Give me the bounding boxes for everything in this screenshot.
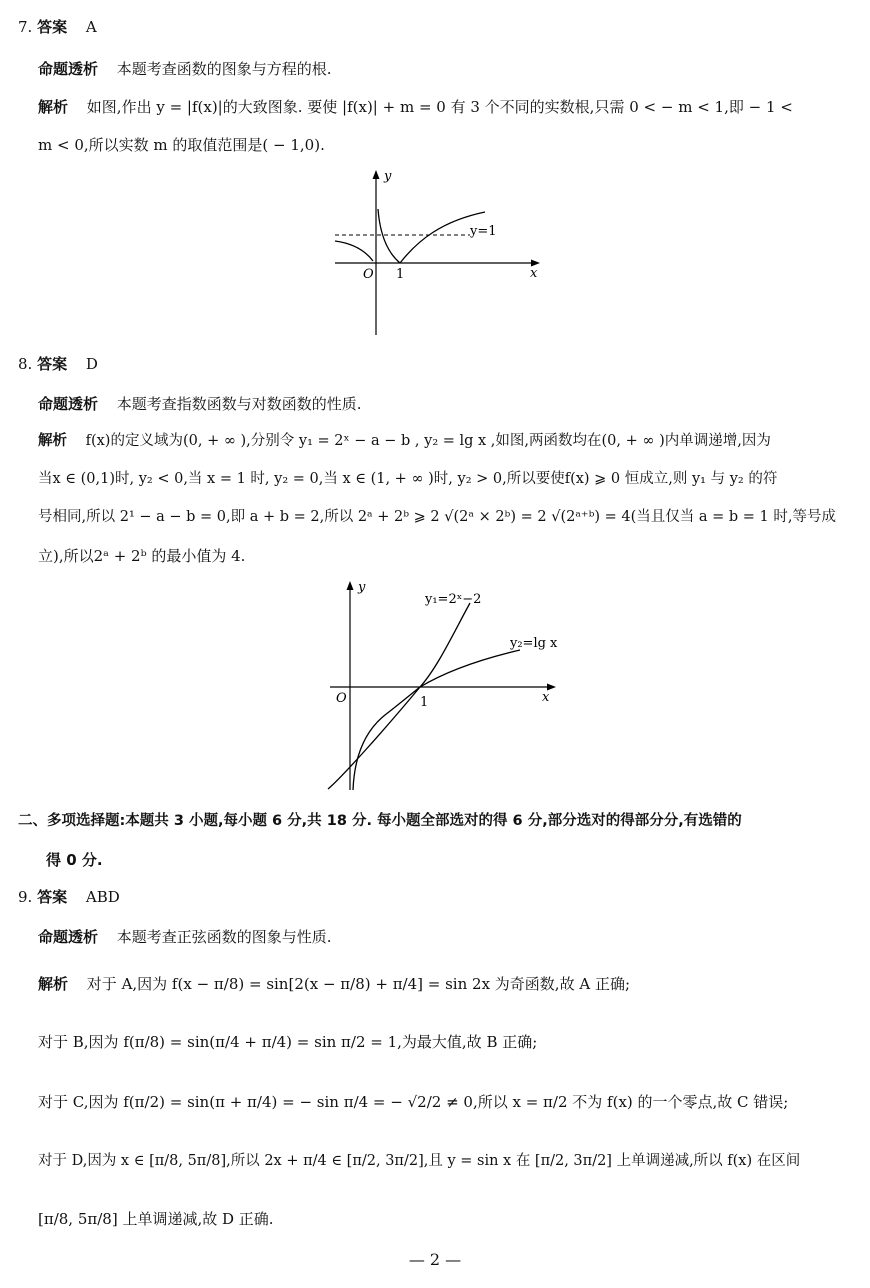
q9-analysis-d2: [π/8, 5π/8] 上单调递减,故 D 正确. [38, 1210, 274, 1228]
q7-answer: A [85, 18, 97, 36]
q9-header [18, 888, 120, 906]
q7-graph-tick-one: 1 [396, 267, 405, 282]
q8-insight-label: 命题透析 [38, 395, 99, 413]
q8-graph-x-label: x [542, 690, 550, 705]
q9-number: 9. [18, 888, 33, 906]
q7-header [18, 18, 97, 36]
q7-answer-label: 答案 [37, 18, 68, 36]
q9-insight-label: 命题透析 [38, 928, 99, 946]
q8-graph-tick-one: 1 [420, 695, 429, 710]
q8-graph-curve1-label: y₁=2ˣ−2 [425, 592, 482, 607]
q7-insight-label: 命题透析 [38, 60, 99, 78]
q8-answer-label: 答案 [37, 355, 68, 373]
page-number: — 2 — [408, 1250, 462, 1269]
q8-graph-origin: O [336, 691, 347, 706]
q8-analysis-label: 解析 [38, 433, 67, 449]
q7-graph-x-label: x [530, 266, 538, 281]
q8-analysis-line3: 号相同,所以 2¹ − a − b = 0,即 a + b = 2,所以 2ᵃ + 2ᵇ ⩾ 2 √(2ᵃ × 2ᵇ) = 2 √(2ᵃ⁺ᵇ) = 4(当且仅当 a = b = 1 时,等号成 [38, 509, 837, 525]
q9-analysis-b: 对于 B,因为 f(π/8) = sin(π/4 + π/4) = sin π/2 = 1,为最大值,故 B 正确; [38, 1033, 538, 1051]
q8-analysis-line4: 立),所以2ᵃ + 2ᵇ 的最小值为 4. [38, 547, 246, 565]
q7-number: 7. [18, 18, 33, 36]
q7-analysis-text1: 如图,作出 y = |f(x)|的大致图象. 要使 |f(x)| + m = 0 有 3 个不同的实数根,只需 0 < − m < 1,即 − 1 < [86, 98, 793, 116]
q7-graph-y-label: y [384, 169, 392, 184]
section2-title: 二、多项选择题:本题共 3 小题,每小题 6 分,共 18 分. 每小题全部选对的得 6 分,部分选对的得部分分,有选错的 [18, 813, 742, 829]
q8-header [18, 355, 98, 373]
q8-insight-text: 本题考查指数函数与对数函数的性质. [116, 395, 362, 413]
q9-line-a: 对于 A,因为 f(x − π/8) = sin[2(x − π/8) + π/4] = sin 2x 为奇函数,故 A 正确; [86, 975, 630, 993]
q7-graph-dashed-label: y=1 [470, 224, 497, 239]
q8-answer: D [85, 355, 98, 373]
q9-insight-text: 本题考查正弦函数的图象与性质. [116, 928, 332, 946]
q9-answer: ABD [85, 888, 120, 906]
q8-graph [320, 575, 570, 795]
q9-answer-label: 答案 [37, 888, 68, 906]
q7-analysis-line2: m < 0,所以实数 m 的取值范围是( − 1,0). [38, 136, 325, 154]
section2-title-cont: 得 0 分. [46, 851, 103, 869]
q8-analysis-line2: 当x ∈ (0,1)时, y₂ < 0,当 x = 1 时, y₂ = 0,当 x ∈ (1, + ∞ )时, y₂ > 0,所以要使f(x) ⩾ 0 恒成立,则 y₁ 与 y₂ 的符 [38, 471, 778, 487]
q7-graph [330, 165, 555, 340]
q9-analysis-a [38, 975, 630, 993]
q8-graph-y-label: y [358, 580, 366, 595]
q8-number: 8. [18, 355, 33, 373]
q7-graph-origin: O [363, 267, 374, 282]
q7-insight [38, 60, 332, 78]
q8-graph-curve2-label: y₂=lg x [510, 636, 558, 651]
q8-analysis-line1 [38, 433, 771, 450]
q8-insight [38, 395, 362, 413]
q7-analysis-label: 解析 [38, 98, 69, 116]
q9-analysis-d1: 对于 D,因为 x ∈ [π/8, 5π/8],所以 2x + π/4 ∈ [π/2, 3π/2],且 y = sin x 在 [π/2, 3π/2] 上单调递减,所以 f(x) 在区间 [38, 1153, 801, 1169]
q9-analysis-label: 解析 [38, 975, 69, 993]
q7-insight-text: 本题考查函数的图象与方程的根. [116, 60, 332, 78]
q9-analysis-c: 对于 C,因为 f(π/2) = sin(π + π/4) = − sin π/4 = − √2/2 ≠ 0,所以 x = π/2 不为 f(x) 的一个零点,故 C 错误; [38, 1093, 789, 1111]
q7-analysis-line1 [38, 98, 793, 116]
q8-analysis-text1: f(x)的定义域为(0, + ∞ ),分别令 y₁ = 2ˣ − a − b , y₂ = lg x ,如图,两函数均在(0, + ∞ )内单调递增,因为 [85, 433, 771, 449]
q9-insight [38, 928, 332, 946]
